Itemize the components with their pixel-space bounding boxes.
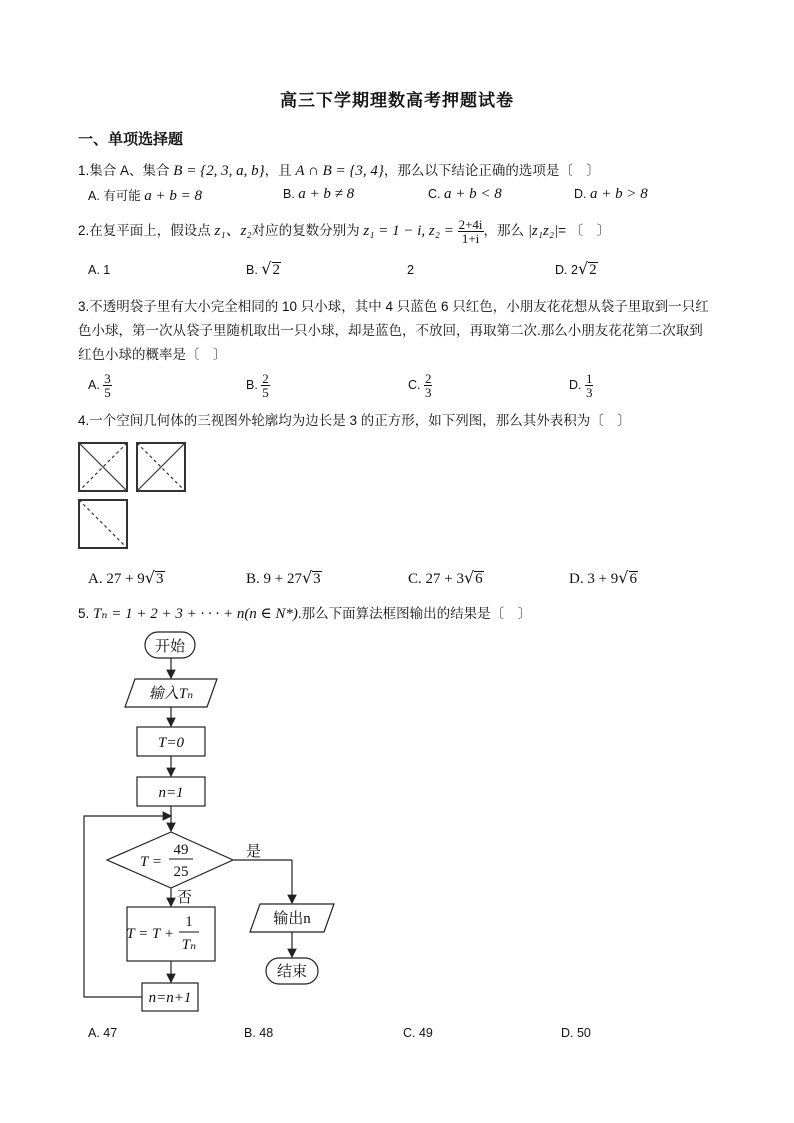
q2-option-b[interactable]: B. √2 — [246, 259, 280, 278]
q4-option-b[interactable]: B. 9 + 27√3 — [246, 568, 321, 587]
q5-option-c[interactable]: C. 49 — [403, 1026, 433, 1040]
q3-line-2: 色小球，第一次从袋子里随机取出一只小球，却是蓝色，不放回，再取第二次.那么小朋友花花第二次取到 — [78, 323, 703, 338]
q2-z2-fraction: $\frac{2+4i}{1+i}$ — [458, 217, 483, 246]
question-5 — [78, 603, 531, 625]
q2-mid: 对应的复数分别为 — [251, 223, 360, 239]
condition-lhs: T = — [140, 854, 162, 870]
q4-option-c[interactable]: C. 27 + 3√6 — [408, 568, 483, 587]
q5-suffix: .那么下面算法框图输出的结果是〔 〕 — [297, 606, 532, 621]
q1-prefix: 1.集合 A、集合 — [78, 163, 170, 178]
section-heading: 一、单项选择题 — [78, 131, 184, 148]
q2-z2: z₂ = — [428, 223, 454, 240]
update-n-label: n=n+1 — [148, 990, 192, 1006]
update-t-lhs: T = T + — [126, 926, 174, 942]
update-t-numerator: 1 — [185, 914, 193, 930]
side-view — [137, 443, 185, 491]
q2-prefix: 2.在复平面上，假设点 — [78, 223, 211, 239]
q2-abs: |z₁z₂| — [527, 223, 559, 240]
q1-mid: ，且 — [264, 163, 292, 178]
output-label: 输出n — [273, 911, 311, 927]
condition-denominator: 25 — [173, 864, 189, 880]
q1-set-b: B = {2, 3, a, b} — [173, 163, 265, 179]
q2-z1: z₁ = 1 − i, — [363, 223, 426, 240]
q3-option-d[interactable]: D. $\frac{1}{3}$ — [569, 371, 593, 400]
q5-formula: Tₙ = 1 + 2 + 3 + · · · + n(n ∈ N*) — [93, 606, 298, 622]
start-label: 开始 — [154, 639, 186, 655]
q3-line-3: 红色小球的概率是〔 〕 — [78, 347, 227, 362]
no-label: 否 — [177, 890, 193, 906]
q4-option-a[interactable]: A. 27 + 9√3 — [88, 568, 164, 587]
q2-option-a[interactable]: A. 1 — [88, 263, 111, 277]
q1-option-b[interactable]: B. a + b ≠ 8 — [283, 186, 355, 202]
q2-suffix2: = 〔 〕 — [558, 223, 611, 239]
q1-suffix: ，那么以下结论正确的选项是〔 〕 — [383, 163, 600, 178]
q5-option-a[interactable]: A. 47 — [88, 1026, 118, 1040]
q3-line-1: 3.不透明袋子里有大小完全相同的 10 只小球，其中 4 只蓝色 6 只红色，小朋友花花想从袋子里取到一只红 — [78, 299, 709, 314]
q3-option-b[interactable]: B. $\frac{2}{5}$ — [246, 371, 269, 400]
q5-option-d[interactable]: D. 50 — [561, 1026, 591, 1040]
question-2 — [78, 218, 610, 245]
question-4: 4.一个空间几何体的三视图外轮廓均为边长是 3 的正方形，如下列图，那么其外表积为〔 〕 — [78, 413, 631, 428]
flowchart — [78, 628, 348, 1018]
init-n-label: n=1 — [158, 785, 184, 801]
init-t-label: T=0 — [158, 735, 184, 751]
q1-option-a[interactable]: A. 有可能 a + b = 8 — [88, 188, 203, 204]
front-view — [79, 443, 127, 491]
input-label: 输入Tₙ — [148, 686, 194, 702]
condition-numerator: 49 — [173, 842, 189, 858]
q3-option-a[interactable]: A. $\frac{3}{5}$ — [88, 371, 111, 400]
q2-option-d[interactable]: D. 2√2 — [555, 259, 597, 278]
q2-option-c[interactable]: 2 — [407, 263, 414, 277]
q4-option-d[interactable]: D. 3 + 9√6 — [569, 568, 637, 587]
update-t-denominator: Tₙ — [181, 937, 197, 953]
q3-option-c[interactable]: C. $\frac{2}{3}$ — [408, 371, 432, 400]
q1-option-d[interactable]: D. a + b > 8 — [574, 186, 648, 202]
q2-points: z₁、z₂ — [214, 223, 252, 240]
question-1 — [78, 160, 600, 182]
three-view-diagram — [76, 440, 191, 554]
q1-intersection: A ∩ B = {3, 4} — [295, 163, 384, 179]
top-view — [79, 500, 127, 548]
q2-suffix1: ，那么 — [483, 223, 525, 239]
q1-option-c[interactable]: C. a + b < 8 — [428, 186, 502, 202]
document-title: 高三下学期理数高考押题试卷 — [280, 91, 514, 110]
end-label: 结束 — [276, 964, 308, 980]
q5-prefix: 5. — [78, 606, 90, 621]
q5-option-b[interactable]: B. 48 — [244, 1026, 274, 1040]
yes-label: 是 — [246, 844, 262, 860]
condition-node — [107, 832, 233, 888]
